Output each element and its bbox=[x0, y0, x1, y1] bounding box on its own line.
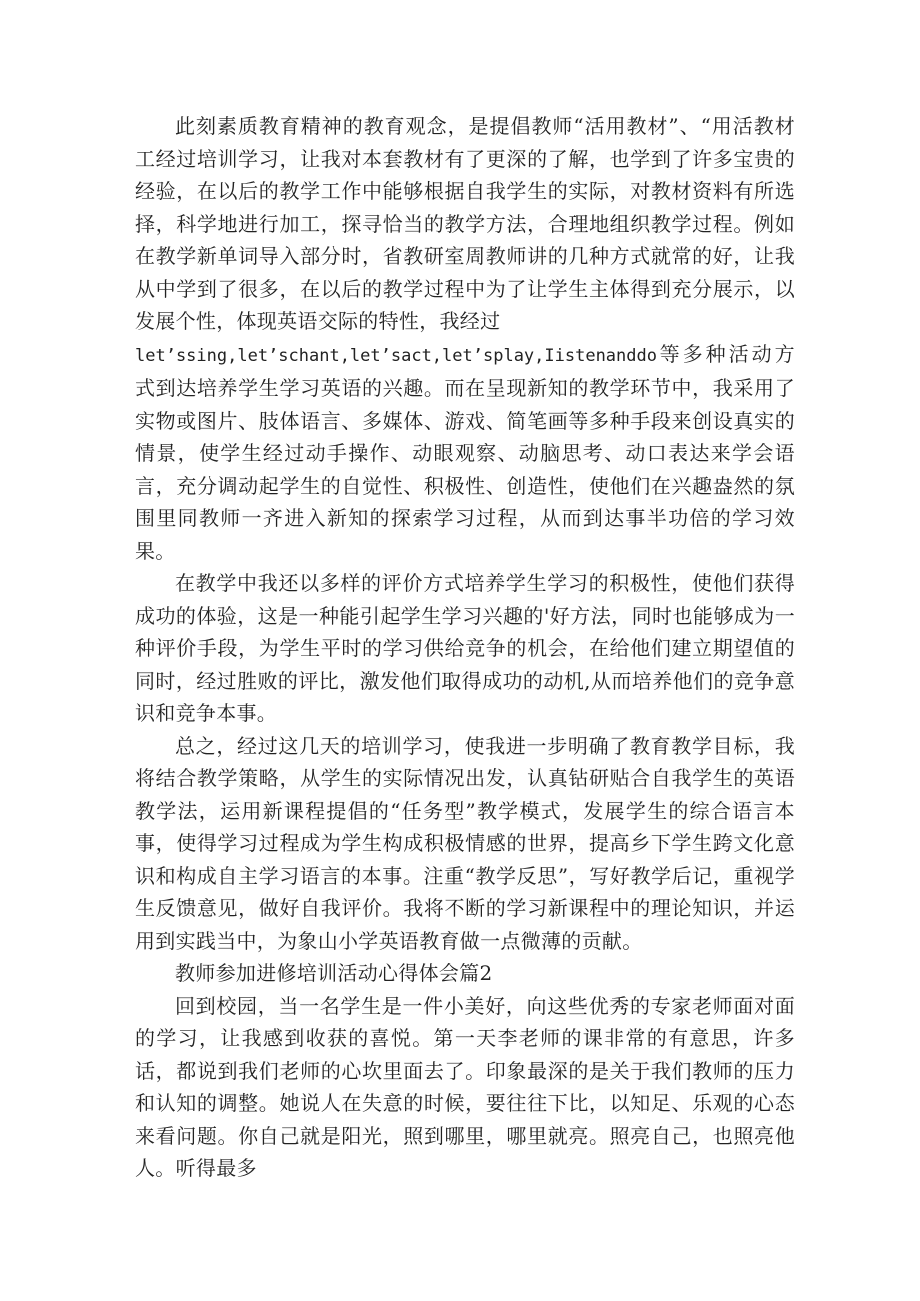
document-body bbox=[135, 110, 795, 1185]
paragraph-teaching-materials bbox=[135, 110, 795, 567]
paragraph-text: 此刻素质教育精神的教育观念，是提倡教师“活用教材”、“用活教材工经过培训学习，让我对本套教材有了更深的了解，也学到了许多宝贵的经验，在以后的教学工作中能够根据自我学生的实际，对教材资料有所选择，科学地进行加工，探寻恰当的教学方法，合理地组织教学过程。例如在教学新单词导入部分时，省教研室周教师讲的几种方式就常的好，让我从中学到了很多，在以后的教学过程中为了让学生主体得到充分展示，以发展个性，体现英语交际的特性，我经过 bbox=[135, 114, 795, 333]
english-activity-phrases: let’ssing,let’schant,let’sact,let’splay,Iistenanddo bbox=[135, 345, 657, 366]
paragraph-back-to-campus: 回到校园，当一名学生是一件小美好，向这些优秀的专家老师面对面的学习，让我感到收获的喜悦。第一天李老师的课非常的有意思，许多话，都说到我们老师的心坎里面去了。印象最深的是关于我们教师的压力和认知的调整。她说人在失意的时候，要往往下比，以知足、乐观的心态来看问题。你自己就是阳光，照到哪里，哪里就亮。照亮自己，也照亮他人。听得最多 bbox=[135, 993, 795, 1180]
paragraph-text-continued: 等多种活动方式到达培养学生学习英语的兴趣。而在呈现新知的教学环节中，我采用了实物或图片、肢体语言、多媒体、游戏、简笔画等多种手段来创设真实的情景，使学生经过动手操作、动眼观察、动脑思考、动口表达来学会语言，充分调动起学生的自觉性、积极性、创造性，使他们在兴趣盎然的氛围里同教师一齐进入新知的探索学习过程，从而到达事半功倍的学习效果。 bbox=[135, 341, 795, 563]
paragraph-evaluation: 在教学中我还以多样的评价方式培养学生学习的积极性，使他们获得成功的体验，这是一种能引起学生学习兴趣的'好方法，同时也能够成为一种评价手段，为学生平时的学习供给竞争的机会，在给他们建立期望值的同时，经过胜败的评比，激发他们取得成功的动机,从而培养他们的竞争意识和竞争本事。 bbox=[135, 571, 795, 725]
paragraph-summary: 总之，经过这几天的培训学习，使我进一步明确了教育教学目标，我将结合教学策略，从学生的实际情况出发，认真钻研贴合自我学生的英语教学法，运用新课程提倡的“任务型”教学模式，发展学生的综合语言本事，使得学习过程成为学生构成积极情感的世界，提高乡下学生跨文化意识和构成自主学习语言的本事。注重“教学反思”，写好教学后记，重视学生反馈意见，做好自我评价。我将不断的学习新课程中的理论知识，并运用到实践当中，为象山小学英语教育做一点微薄的贡献。 bbox=[135, 733, 795, 953]
section-heading: 教师参加进修培训活动心得体会篇2 bbox=[175, 961, 493, 985]
